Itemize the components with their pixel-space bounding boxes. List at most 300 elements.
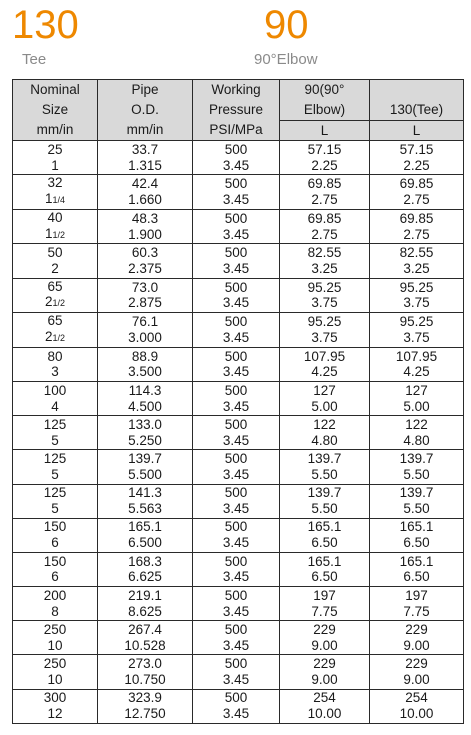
pipe-od-in: 8.625: [128, 603, 162, 619]
pipe-od-in: 6.500: [128, 535, 162, 551]
nominal-in-line: [13, 672, 97, 688]
pipe-od-cell: [98, 416, 193, 450]
tee-length-mm: 197: [405, 587, 428, 603]
pipe-od-in: 3.000: [128, 329, 162, 345]
nominal-in-line: [13, 638, 97, 654]
elbow-length-mm: 95.25: [307, 314, 342, 330]
tee-length-mm: 165.1: [399, 553, 434, 569]
elbow-length-mm: 165.1: [307, 553, 342, 569]
nominal-mm: 250: [43, 622, 67, 638]
nominal-in: 2: [44, 328, 53, 344]
nominal-in-fraction: 1/4: [52, 194, 66, 205]
pipe-od-in: 6.625: [128, 569, 162, 585]
elbow-length-mm: 95.25: [307, 279, 342, 295]
pipe-od-cell: [98, 518, 193, 552]
tee-length-mm: 139.7: [399, 451, 434, 467]
pipe-od-mm: 73.0: [131, 279, 159, 295]
header-elbow-unit: L: [280, 121, 370, 141]
tee-length-mm: 229: [405, 656, 428, 672]
elbow-length-mm: 122: [313, 416, 336, 432]
tee-length-cell: [370, 484, 464, 518]
nominal-mm: 40: [47, 209, 63, 225]
pipe-od-cell: [98, 313, 193, 348]
elbow-length-mm: 229: [313, 622, 336, 638]
pressure-psi: 500: [224, 622, 248, 638]
elbow-length-mm: 127: [313, 382, 336, 398]
working-pressure-cell: [193, 278, 280, 313]
nominal-size-cell: [13, 655, 98, 689]
pressure-mpa: 3.45: [222, 364, 250, 380]
elbow-length-in: 10.00: [307, 706, 342, 722]
pipe-od-cell: [98, 244, 193, 278]
table-row: [13, 689, 464, 723]
nominal-size-cell: [13, 209, 98, 244]
elbow-length-cell: [280, 313, 370, 348]
working-pressure-cell: [193, 416, 280, 450]
nominal-in-line: [13, 261, 97, 277]
nominal-size-cell: [13, 347, 98, 381]
tee-length-cell: [370, 587, 464, 621]
tee-length-cell: [370, 416, 464, 450]
pressure-mpa: 3.45: [222, 329, 250, 345]
nominal-mm: 150: [43, 519, 67, 535]
table-header: [13, 80, 464, 141]
pressure-psi: 500: [224, 690, 248, 706]
elbow-length-cell: [280, 621, 370, 655]
pressure-psi: 500: [224, 314, 248, 330]
elbow-length-in: 2.25: [311, 157, 338, 173]
pipe-od-in: 2.375: [128, 260, 162, 276]
pipe-od-cell: [98, 655, 193, 689]
nominal-size-cell: [13, 416, 98, 450]
pipe-od-mm: 42.4: [131, 176, 159, 192]
nominal-in-line: [13, 191, 97, 209]
pressure-psi: 500: [224, 416, 248, 432]
header-tee: 130(Tee): [370, 80, 464, 121]
table-row: [13, 141, 464, 175]
nominal-in-line: [13, 433, 97, 449]
tee-length-mm: 165.1: [399, 519, 434, 535]
nominal-in-line: [13, 329, 97, 347]
tee-length-in: 3.25: [403, 260, 430, 276]
working-pressure-cell: [193, 621, 280, 655]
working-pressure-cell: [193, 244, 280, 278]
nominal-in-line: [13, 535, 97, 551]
working-pressure-cell: [193, 141, 280, 175]
pressure-psi: 500: [224, 348, 248, 364]
pressure-mpa: 3.45: [222, 535, 250, 551]
elbow-length-cell: [280, 655, 370, 689]
pipe-od-cell: [98, 381, 193, 415]
nominal-mm: 100: [43, 382, 67, 398]
tee-length-cell: [370, 552, 464, 586]
table-row: [13, 450, 464, 484]
nominal-in: 1: [44, 190, 53, 206]
nominal-size-cell: [13, 313, 98, 348]
pipe-od-mm: 219.1: [128, 587, 162, 603]
nominal-mm: 32: [47, 175, 63, 191]
nominal-in: 10: [47, 672, 63, 688]
tee-length-mm: 69.85: [399, 210, 434, 226]
tee-length-mm: 82.55: [399, 245, 434, 261]
tee-length-in: 4.80: [403, 432, 430, 448]
nominal-in-line: [13, 364, 97, 380]
elbow-length-mm: 165.1: [307, 519, 342, 535]
table-row: [13, 655, 464, 689]
pressure-mpa: 3.45: [222, 672, 250, 688]
nominal-in: 1: [44, 225, 53, 241]
elbow-length-in: 4.80: [311, 432, 338, 448]
pipe-od-cell: [98, 552, 193, 586]
pipe-od-in: 1.660: [128, 191, 162, 207]
nominal-in: 4: [51, 398, 59, 414]
table-row: [13, 313, 464, 348]
table-row: [13, 278, 464, 313]
table-row: [13, 381, 464, 415]
tee-length-mm: 95.25: [399, 314, 434, 330]
nominal-in-fraction: 1/2: [52, 298, 66, 309]
tee-length-mm: 107.95: [395, 348, 438, 364]
pressure-psi: 500: [224, 279, 248, 295]
elbow-code: 90: [264, 3, 309, 47]
elbow-length-in: 3.75: [311, 295, 338, 311]
pipe-od-in: 12.750: [124, 706, 166, 722]
tee-length-mm: 122: [405, 416, 428, 432]
elbow-length-mm: 82.55: [307, 245, 342, 261]
elbow-length-cell: [280, 518, 370, 552]
working-pressure-cell: [193, 209, 280, 244]
nominal-mm: 300: [43, 690, 67, 706]
elbow-length-in: 3.25: [311, 260, 338, 276]
pipe-od-mm: 33.7: [131, 141, 159, 157]
tee-length-cell: [370, 381, 464, 415]
elbow-length-cell: [280, 416, 370, 450]
pipe-od-cell: [98, 209, 193, 244]
tee-length-in: 2.75: [403, 226, 430, 242]
pipe-od-mm: 114.3: [128, 382, 162, 398]
pipe-od-in: 10.750: [124, 672, 166, 688]
pipe-od-mm: 168.3: [128, 553, 162, 569]
tee-length-mm: 69.85: [399, 176, 434, 192]
working-pressure-cell: [193, 518, 280, 552]
nominal-size-cell: [13, 484, 98, 518]
nominal-in-line: [13, 226, 97, 244]
header-tee-unit: L: [370, 121, 464, 141]
nominal-size-cell: [13, 621, 98, 655]
working-pressure-cell: [193, 347, 280, 381]
pressure-mpa: 3.45: [222, 603, 250, 619]
tee-length-in: 5.50: [403, 466, 430, 482]
pipe-od-cell: [98, 278, 193, 313]
table-row: [13, 416, 464, 450]
pipe-od-mm: 267.4: [128, 622, 162, 638]
nominal-mm: 150: [43, 553, 67, 569]
tee-code: 130: [12, 3, 79, 47]
nominal-in: 6: [51, 569, 59, 585]
pipe-od-in: 10.528: [124, 637, 166, 653]
pipe-od-mm: 273.0: [128, 656, 162, 672]
elbow-length-mm: 254: [313, 690, 336, 706]
elbow-length-in: 9.00: [311, 672, 338, 688]
nominal-size-cell: [13, 175, 98, 210]
working-pressure-cell: [193, 175, 280, 210]
nominal-size-cell: [13, 587, 98, 621]
elbow-length-cell: [280, 381, 370, 415]
table-row: [13, 347, 464, 381]
pipe-od-mm: 323.9: [128, 690, 162, 706]
pipe-od-in: 5.250: [128, 432, 162, 448]
nominal-in-line: [13, 467, 97, 483]
elbow-length-cell: [280, 141, 370, 175]
nominal-in: 10: [47, 637, 63, 653]
nominal-size-cell: [13, 552, 98, 586]
pipe-od-cell: [98, 141, 193, 175]
nominal-in: 12: [47, 706, 63, 722]
table-row: [13, 244, 464, 278]
pressure-mpa: 3.45: [222, 432, 250, 448]
pressure-mpa: 3.45: [222, 706, 250, 722]
header-working-pressure: Working Pressure PSI/MPa: [193, 80, 280, 141]
tee-length-cell: [370, 175, 464, 210]
working-pressure-cell: [193, 655, 280, 689]
elbow-length-cell: [280, 244, 370, 278]
pressure-psi: 500: [224, 451, 248, 467]
pressure-mpa: 3.45: [222, 637, 250, 653]
pipe-od-mm: 139.7: [128, 451, 162, 467]
table-row: [13, 175, 464, 210]
nominal-size-cell: [13, 278, 98, 313]
pipe-od-mm: 60.3: [131, 245, 159, 261]
tee-length-cell: [370, 347, 464, 381]
nominal-size-cell: [13, 244, 98, 278]
elbow-length-in: 5.50: [311, 501, 338, 517]
elbow-length-in: 9.00: [311, 637, 338, 653]
pipe-od-in: 3.500: [128, 364, 162, 380]
tee-length-in: 6.50: [403, 535, 430, 551]
nominal-in: 3: [51, 364, 59, 380]
tee-length-in: 2.75: [403, 191, 430, 207]
nominal-in-fraction: 1/2: [52, 229, 66, 240]
elbow-length-cell: [280, 209, 370, 244]
elbow-length-mm: 57.15: [307, 141, 342, 157]
nominal-mm: 80: [47, 348, 63, 364]
nominal-mm: 65: [47, 313, 63, 329]
elbow-length-mm: 197: [313, 587, 336, 603]
table-row: [13, 518, 464, 552]
nominal-in: 5: [51, 501, 59, 517]
elbow-length-in: 5.00: [311, 398, 338, 414]
elbow-length-in: 5.50: [311, 466, 338, 482]
tee-length-in: 7.75: [403, 603, 430, 619]
tee-label: Tee: [22, 51, 47, 68]
pipe-od-mm: 133.0: [128, 416, 162, 432]
elbow-label: 90°Elbow: [254, 51, 318, 68]
pipe-od-in: 1.900: [128, 226, 162, 242]
tee-length-in: 3.75: [403, 329, 430, 345]
pipe-od-cell: [98, 450, 193, 484]
nominal-mm: 65: [47, 278, 63, 294]
pressure-mpa: 3.45: [222, 398, 250, 414]
tee-length-in: 5.00: [403, 398, 430, 414]
tee-length-mm: 95.25: [399, 279, 434, 295]
nominal-mm: 200: [43, 587, 67, 603]
nominal-in: 6: [51, 535, 59, 551]
tee-length-cell: [370, 655, 464, 689]
tee-length-in: 9.00: [403, 637, 430, 653]
table-row: [13, 484, 464, 518]
tee-length-cell: [370, 313, 464, 348]
elbow-length-in: 2.75: [311, 191, 338, 207]
tee-length-cell: [370, 141, 464, 175]
tee-length-in: 10.00: [399, 706, 434, 722]
pipe-od-cell: [98, 484, 193, 518]
header-elbow: 90(90° Elbow): [280, 80, 370, 121]
pressure-psi: 500: [224, 519, 248, 535]
tee-length-in: 9.00: [403, 672, 430, 688]
nominal-in-line: [13, 294, 97, 312]
pressure-mpa: 3.45: [222, 157, 250, 173]
elbow-length-in: 7.75: [311, 603, 338, 619]
tee-length-in: 2.25: [403, 157, 430, 173]
tee-length-cell: [370, 209, 464, 244]
nominal-in-line: [13, 399, 97, 415]
pressure-psi: 500: [224, 210, 248, 226]
table-row: [13, 209, 464, 244]
tee-length-cell: [370, 621, 464, 655]
pipe-od-cell: [98, 587, 193, 621]
elbow-length-in: 2.75: [311, 226, 338, 242]
pressure-mpa: 3.45: [222, 501, 250, 517]
table-row: [13, 621, 464, 655]
pressure-psi: 500: [224, 587, 248, 603]
pressure-mpa: 3.45: [222, 191, 250, 207]
elbow-length-mm: 107.95: [303, 348, 346, 364]
tee-length-mm: 254: [405, 690, 428, 706]
elbow-length-cell: [280, 587, 370, 621]
table-row: [13, 587, 464, 621]
dimension-table: [12, 79, 464, 724]
working-pressure-cell: [193, 484, 280, 518]
pipe-od-mm: 165.1: [128, 519, 162, 535]
nominal-in: 8: [51, 603, 59, 619]
nominal-size-cell: [13, 450, 98, 484]
header-nominal-size: Nominal Size mm/in: [13, 80, 98, 141]
nominal-in: 5: [51, 466, 59, 482]
nominal-mm: 250: [43, 656, 67, 672]
nominal-in: 5: [51, 432, 59, 448]
pressure-psi: 500: [224, 245, 248, 261]
nominal-in: 2: [51, 260, 59, 276]
table-row: [13, 552, 464, 586]
pressure-psi: 500: [224, 553, 248, 569]
pipe-od-mm: 76.1: [131, 314, 159, 330]
elbow-length-in: 3.75: [311, 329, 338, 345]
pressure-mpa: 3.45: [222, 226, 250, 242]
pipe-od-in: 4.500: [128, 398, 162, 414]
nominal-in-line: [13, 501, 97, 517]
elbow-length-in: 6.50: [311, 569, 338, 585]
elbow-length-cell: [280, 484, 370, 518]
pressure-psi: 500: [224, 141, 248, 157]
pressure-mpa: 3.45: [222, 466, 250, 482]
tee-length-in: 5.50: [403, 501, 430, 517]
tee-length-cell: [370, 450, 464, 484]
nominal-in-line: [13, 158, 97, 174]
pipe-od-cell: [98, 175, 193, 210]
elbow-length-cell: [280, 552, 370, 586]
tee-length-cell: [370, 244, 464, 278]
nominal-in: 1: [51, 157, 59, 173]
working-pressure-cell: [193, 689, 280, 723]
pipe-od-cell: [98, 347, 193, 381]
working-pressure-cell: [193, 381, 280, 415]
pipe-od-in: 1.315: [128, 157, 162, 173]
tee-length-mm: 139.7: [399, 485, 434, 501]
elbow-length-in: 6.50: [311, 535, 338, 551]
tee-length-mm: 57.15: [399, 141, 434, 157]
elbow-length-mm: 69.85: [307, 210, 342, 226]
tee-length-cell: [370, 278, 464, 313]
nominal-size-cell: [13, 381, 98, 415]
pressure-psi: 500: [224, 656, 248, 672]
pressure-mpa: 3.45: [222, 569, 250, 585]
elbow-length-mm: 69.85: [307, 176, 342, 192]
elbow-length-in: 4.25: [311, 364, 338, 380]
tee-length-in: 4.25: [403, 364, 430, 380]
nominal-mm: 125: [43, 451, 67, 467]
nominal-in-line: [13, 706, 97, 722]
elbow-length-cell: [280, 175, 370, 210]
nominal-size-cell: [13, 141, 98, 175]
tee-length-cell: [370, 689, 464, 723]
pressure-psi: 500: [224, 485, 248, 501]
pressure-mpa: 3.45: [222, 260, 250, 276]
working-pressure-cell: [193, 450, 280, 484]
elbow-length-cell: [280, 689, 370, 723]
working-pressure-cell: [193, 587, 280, 621]
nominal-mm: 125: [43, 416, 67, 432]
header-pipe-od: Pipe O.D. mm/in: [98, 80, 193, 141]
nominal-in-fraction: 1/2: [52, 332, 66, 343]
pipe-od-in: 5.500: [128, 466, 162, 482]
working-pressure-cell: [193, 552, 280, 586]
nominal-mm: 125: [43, 485, 67, 501]
pipe-od-in: 2.875: [128, 295, 162, 311]
pressure-psi: 500: [224, 382, 248, 398]
tee-length-cell: [370, 518, 464, 552]
pipe-od-cell: [98, 621, 193, 655]
nominal-size-cell: [13, 518, 98, 552]
pipe-od-mm: 48.3: [131, 210, 159, 226]
tee-length-mm: 127: [405, 382, 428, 398]
nominal-size-cell: [13, 689, 98, 723]
nominal-in-line: [13, 604, 97, 620]
pressure-mpa: 3.45: [222, 295, 250, 311]
elbow-length-mm: 229: [313, 656, 336, 672]
tee-length-in: 6.50: [403, 569, 430, 585]
tee-length-in: 3.75: [403, 295, 430, 311]
elbow-length-mm: 139.7: [307, 485, 342, 501]
pipe-od-in: 5.563: [128, 501, 162, 517]
pipe-od-cell: [98, 689, 193, 723]
elbow-length-cell: [280, 347, 370, 381]
working-pressure-cell: [193, 313, 280, 348]
elbow-length-cell: [280, 278, 370, 313]
pipe-od-mm: 141.3: [128, 485, 162, 501]
elbow-length-cell: [280, 450, 370, 484]
nominal-mm: 25: [47, 141, 63, 157]
pressure-psi: 500: [224, 176, 248, 192]
